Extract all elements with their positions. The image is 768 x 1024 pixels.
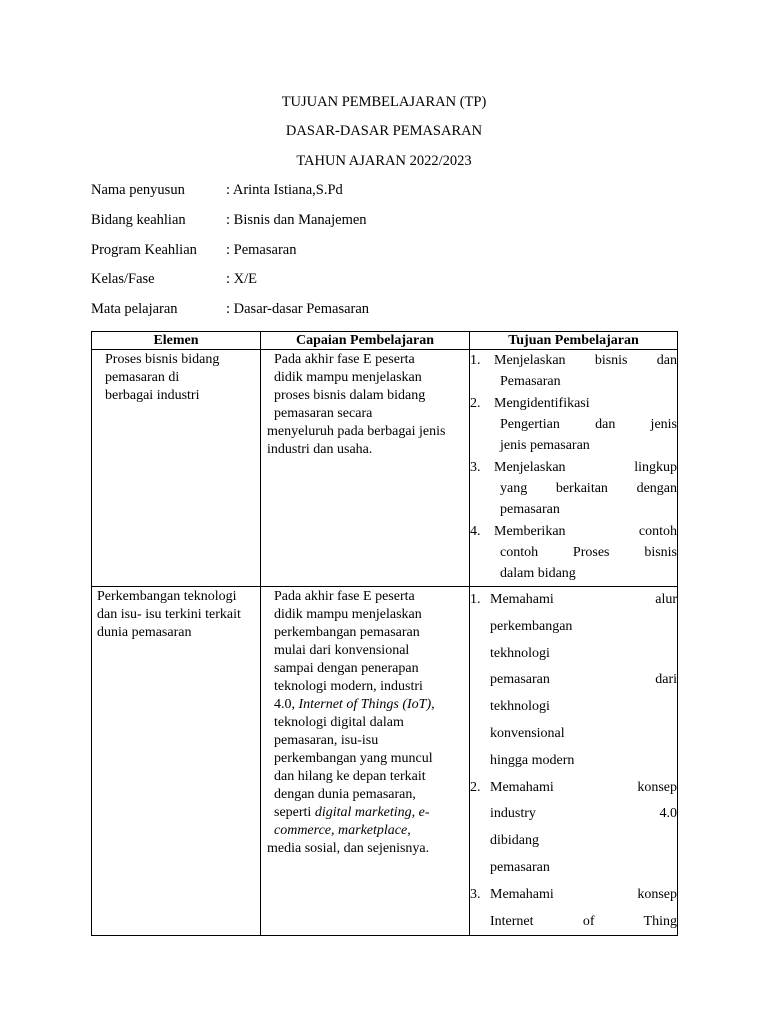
meta-value: : Pemasaran <box>226 242 297 258</box>
text-line: Menjelaskan bisnis dan <box>494 353 677 368</box>
text-line <box>267 696 465 714</box>
cell-tujuan <box>470 350 678 587</box>
meta-label: Bidang keahlian <box>91 212 186 228</box>
text-line: yang berkaitan dengan <box>500 481 677 496</box>
text-line: Memahami konsep <box>490 779 677 795</box>
text-line: Perkembangan teknologi <box>97 589 237 604</box>
meta-value: : X/E <box>226 271 258 287</box>
cell-elemen <box>92 350 261 587</box>
text-line: tekhnologi <box>490 699 550 715</box>
text-line: konvensional <box>490 725 565 741</box>
list-item <box>470 521 677 584</box>
text-fragment: 4.0, <box>274 697 299 712</box>
text-line: teknologi modern, industri <box>274 679 423 694</box>
text-line: dibidang <box>490 833 539 849</box>
list-item <box>470 587 677 775</box>
text-line: Pemasaran <box>500 374 561 389</box>
header-capaian: Capaian Pembelajaran <box>261 332 470 350</box>
table-row <box>92 587 678 936</box>
text-line: mulai dari konvensional <box>274 643 410 658</box>
text-line: media sosial, dan sejenisnya. <box>267 841 430 856</box>
table-header-row <box>92 332 678 350</box>
cell-capaian <box>261 350 470 587</box>
item-number: 2. <box>470 396 481 411</box>
text-line: berbagai industri <box>105 388 200 403</box>
meta-value: : Arinta Istiana,S.Pd <box>226 182 343 198</box>
text-line: contoh Proses bisnis <box>500 545 677 560</box>
meta-label: Mata pelajaran <box>91 301 178 317</box>
text-line: menyeluruh pada berbagai jenis <box>267 424 446 439</box>
tp-table <box>91 331 678 936</box>
text-line: industry 4.0 <box>490 806 677 822</box>
text-fragment-italic: digital marketing, e- <box>314 805 430 820</box>
list-item <box>470 350 677 392</box>
text-line: Memahami alur <box>490 592 677 607</box>
text-line: Menjelaskan lingkup <box>494 460 677 475</box>
meta-label: Nama penyusun <box>91 182 185 198</box>
cell-elemen <box>92 587 261 936</box>
goal-list <box>470 350 677 584</box>
text-line: Pengertian dan jenis <box>500 417 677 432</box>
text-line: Pada akhir fase E peserta <box>274 352 415 367</box>
text-fragment: seperti <box>274 805 315 820</box>
text-line: Proses bisnis bidang <box>105 352 220 367</box>
doc-year: TAHUN AJARAN 2022/2023 <box>296 153 472 169</box>
cell-tujuan <box>470 587 678 936</box>
meta-value: : Bisnis dan Manajemen <box>226 212 367 228</box>
text-line: proses bisnis dalam bidang <box>274 388 426 403</box>
doc-title: TUJUAN PEMBELAJARAN (TP) <box>281 94 487 110</box>
meta-label: Kelas/Fase <box>91 271 155 287</box>
text-line: teknologi digital dalam <box>274 715 404 730</box>
text-line: Mengidentifikasi <box>494 396 590 411</box>
text-line: jenis pemasaran <box>500 438 590 453</box>
list-item <box>470 775 677 882</box>
text-line: tekhnologi <box>490 645 550 661</box>
goal-list <box>470 587 677 935</box>
text-line: Memberikan contoh <box>494 524 677 539</box>
text-line: pemasaran, isu-isu <box>274 733 379 748</box>
item-number: 3. <box>470 886 481 902</box>
text-line: dengan dunia pemasaran, <box>274 787 416 802</box>
text-line: pemasaran <box>500 502 560 517</box>
text-line: dalam bidang <box>500 566 576 581</box>
text-line: pemasaran di <box>105 370 180 385</box>
item-number: 3. <box>470 460 481 475</box>
text-line: Pada akhir fase E peserta <box>274 589 415 604</box>
text-line <box>267 804 465 822</box>
item-number: 1. <box>470 592 481 607</box>
text-line: Memahami konsep <box>490 886 677 902</box>
text-line: perkembangan yang muncul <box>274 751 433 766</box>
text-line: perkembangan pemasaran <box>274 625 420 640</box>
text-line: commerce, marketplace, <box>274 823 411 838</box>
meta-label: Program Keahlian <box>91 242 197 258</box>
text-line: pemasaran <box>490 859 550 875</box>
table-row <box>92 350 678 587</box>
text-line: perkembangan <box>490 618 573 634</box>
text-line: dan hilang ke depan terkait <box>274 769 426 784</box>
meta-value: : Dasar-dasar Pemasaran <box>226 301 370 317</box>
header-elemen: Elemen <box>92 332 261 350</box>
text-line: industri dan usaha. <box>267 442 373 457</box>
list-item <box>470 393 677 456</box>
item-number: 4. <box>470 524 481 539</box>
item-number: 2. <box>470 779 481 795</box>
header-tujuan: Tujuan Pembelajaran <box>470 332 678 350</box>
text-line: hingga modern <box>490 752 575 768</box>
list-item <box>470 457 677 520</box>
doc-subject: DASAR-DASAR PEMASARAN <box>285 123 483 139</box>
cell-capaian <box>261 587 470 936</box>
item-number: 1. <box>470 353 481 368</box>
text-line: pemasaran secara <box>274 406 373 421</box>
text-line: didik mampu menjelaskan <box>274 370 422 385</box>
text-line: Internet of Thing <box>490 913 677 929</box>
text-fragment-italic: Internet of Things (IoT), <box>298 697 435 712</box>
text-line: pemasaran dari <box>490 672 677 688</box>
list-item <box>470 882 677 936</box>
text-line: sampai dengan penerapan <box>274 661 419 676</box>
text-line: dunia pemasaran <box>97 625 192 640</box>
text-line: didik mampu menjelaskan <box>274 607 422 622</box>
text-line: dan isu- isu terkini terkait <box>97 607 241 622</box>
